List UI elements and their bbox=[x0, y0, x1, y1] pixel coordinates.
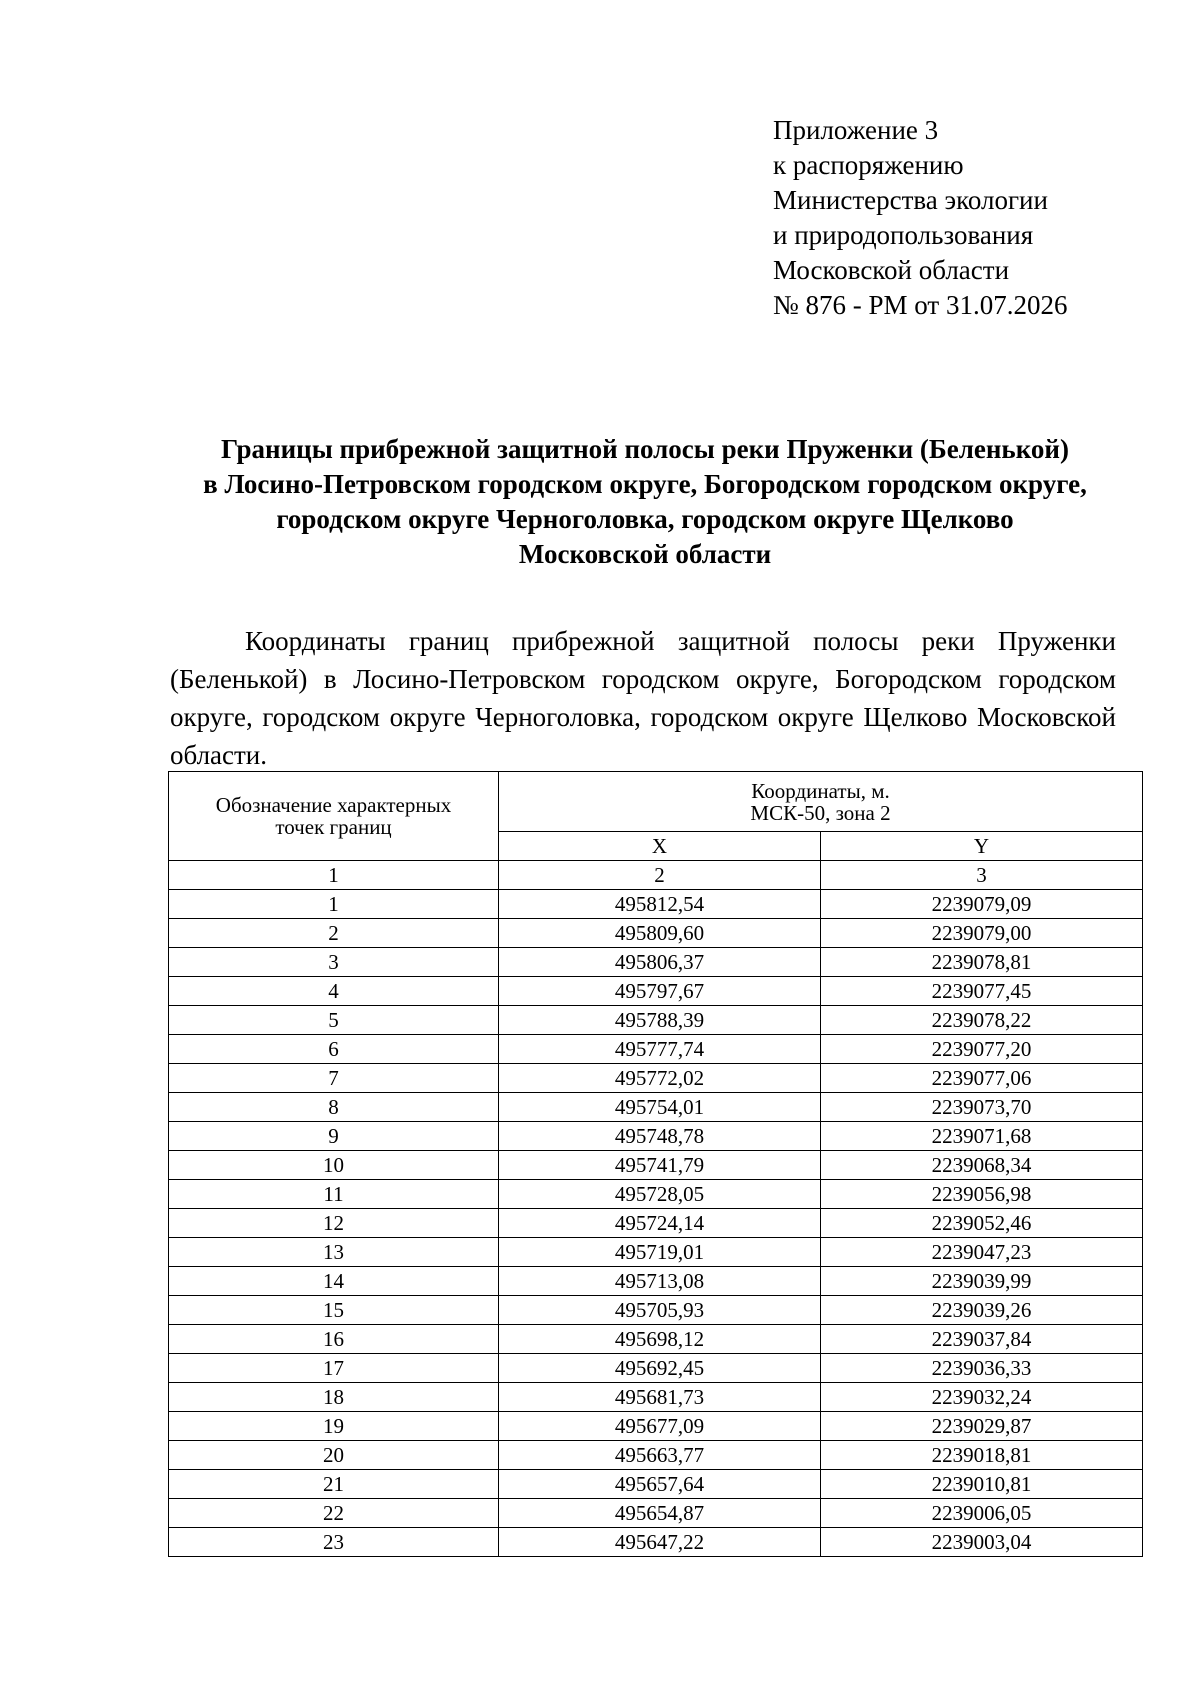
table-row bbox=[169, 1180, 1143, 1209]
table-row bbox=[169, 1354, 1143, 1383]
x-coordinate-cell: 495705,93 bbox=[499, 1296, 821, 1325]
appendix-line: № 876 - РМ от 31.07.2026 bbox=[773, 290, 1068, 320]
table-row bbox=[169, 1412, 1143, 1441]
table-row bbox=[169, 1006, 1143, 1035]
x-coordinate-cell: 495748,78 bbox=[499, 1122, 821, 1151]
y-coordinate-cell: 2239036,33 bbox=[821, 1354, 1143, 1383]
y-coordinate-cell: 2239077,45 bbox=[821, 977, 1143, 1006]
point-number-cell: 23 bbox=[169, 1528, 499, 1557]
header-y: Y bbox=[821, 832, 1143, 861]
document-title bbox=[170, 432, 1120, 572]
table-row bbox=[169, 1470, 1143, 1499]
point-number-cell: 3 bbox=[169, 948, 499, 977]
point-number-cell: 21 bbox=[169, 1470, 499, 1499]
x-coordinate-cell: 495657,64 bbox=[499, 1470, 821, 1499]
y-coordinate-cell: 2239078,81 bbox=[821, 948, 1143, 977]
point-number-cell: 22 bbox=[169, 1499, 499, 1528]
point-number-cell: 15 bbox=[169, 1296, 499, 1325]
appendix-line: и природопользования bbox=[773, 220, 1034, 250]
column-number: 2 bbox=[499, 861, 821, 890]
column-number-row bbox=[169, 861, 1143, 890]
point-number-cell: 18 bbox=[169, 1383, 499, 1412]
title-line: Московской области bbox=[518, 539, 772, 569]
table-row bbox=[169, 1325, 1143, 1354]
x-coordinate-cell: 495647,22 bbox=[499, 1528, 821, 1557]
table-row bbox=[169, 1441, 1143, 1470]
y-coordinate-cell: 2239006,05 bbox=[821, 1499, 1143, 1528]
appendix-line: Министерства экологии bbox=[773, 185, 1048, 215]
appendix-line: Московской области bbox=[773, 255, 1010, 285]
x-coordinate-cell: 495809,60 bbox=[499, 919, 821, 948]
table-row bbox=[169, 1528, 1143, 1557]
header-coords-line: МСК-50, зона 2 bbox=[750, 800, 891, 825]
x-coordinate-cell: 495788,39 bbox=[499, 1006, 821, 1035]
x-coordinate-cell: 495663,77 bbox=[499, 1441, 821, 1470]
x-coordinate-cell: 495692,45 bbox=[499, 1354, 821, 1383]
x-coordinate-cell: 495797,67 bbox=[499, 977, 821, 1006]
y-coordinate-cell: 2239003,04 bbox=[821, 1528, 1143, 1557]
point-number-cell: 12 bbox=[169, 1209, 499, 1238]
x-coordinate-cell: 495654,87 bbox=[499, 1499, 821, 1528]
point-number-cell: 7 bbox=[169, 1064, 499, 1093]
y-coordinate-cell: 2239078,22 bbox=[821, 1006, 1143, 1035]
intro-paragraph: Координаты границ прибрежной защитной полосы реки Пруженки (Беленькой) в Лосино-Петровском городском округе, Богородском городском округе, городском округе Черноголовка, городском округе Щелково Московской области. bbox=[170, 626, 1116, 770]
y-coordinate-cell: 2239039,99 bbox=[821, 1267, 1143, 1296]
y-coordinate-cell: 2239071,68 bbox=[821, 1122, 1143, 1151]
table-row bbox=[169, 1383, 1143, 1412]
table-row bbox=[169, 919, 1143, 948]
y-coordinate-cell: 2239077,06 bbox=[821, 1064, 1143, 1093]
point-number-cell: 5 bbox=[169, 1006, 499, 1035]
y-coordinate-cell: 2239068,34 bbox=[821, 1151, 1143, 1180]
appendix-line: к распоряжению bbox=[773, 150, 964, 180]
table-row bbox=[169, 1035, 1143, 1064]
x-coordinate-cell: 495713,08 bbox=[499, 1267, 821, 1296]
point-number-cell: 10 bbox=[169, 1151, 499, 1180]
point-number-cell: 8 bbox=[169, 1093, 499, 1122]
x-coordinate-cell: 495741,79 bbox=[499, 1151, 821, 1180]
y-coordinate-cell: 2239032,24 bbox=[821, 1383, 1143, 1412]
y-coordinate-cell: 2239010,81 bbox=[821, 1470, 1143, 1499]
x-coordinate-cell: 495777,74 bbox=[499, 1035, 821, 1064]
x-coordinate-cell: 495812,54 bbox=[499, 890, 821, 919]
appendix-line: Приложение 3 bbox=[773, 115, 939, 145]
x-coordinate-cell: 495724,14 bbox=[499, 1209, 821, 1238]
y-coordinate-cell: 2239018,81 bbox=[821, 1441, 1143, 1470]
point-number-cell: 6 bbox=[169, 1035, 499, 1064]
y-coordinate-cell: 2239037,84 bbox=[821, 1325, 1143, 1354]
y-coordinate-cell: 2239056,98 bbox=[821, 1180, 1143, 1209]
table-header-row bbox=[169, 772, 1143, 832]
point-number-cell: 19 bbox=[169, 1412, 499, 1441]
table-row bbox=[169, 1209, 1143, 1238]
table-row bbox=[169, 1151, 1143, 1180]
table-row bbox=[169, 890, 1143, 919]
x-coordinate-cell: 495677,09 bbox=[499, 1412, 821, 1441]
point-number-cell: 13 bbox=[169, 1238, 499, 1267]
point-number-cell: 17 bbox=[169, 1354, 499, 1383]
point-number-cell: 9 bbox=[169, 1122, 499, 1151]
x-coordinate-cell: 495728,05 bbox=[499, 1180, 821, 1209]
x-coordinate-cell: 495698,12 bbox=[499, 1325, 821, 1354]
x-coordinate-cell: 495681,73 bbox=[499, 1383, 821, 1412]
title-line: городском округе Черноголовка, городском округе Щелково bbox=[276, 504, 1014, 534]
point-number-cell: 11 bbox=[169, 1180, 499, 1209]
y-coordinate-cell: 2239073,70 bbox=[821, 1093, 1143, 1122]
table-row bbox=[169, 948, 1143, 977]
column-number: 3 bbox=[821, 861, 1143, 890]
y-coordinate-cell: 2239047,23 bbox=[821, 1238, 1143, 1267]
y-coordinate-cell: 2239079,00 bbox=[821, 919, 1143, 948]
header-coordinates bbox=[499, 772, 1143, 832]
x-coordinate-cell: 495806,37 bbox=[499, 948, 821, 977]
y-coordinate-cell: 2239039,26 bbox=[821, 1296, 1143, 1325]
table-row bbox=[169, 1499, 1143, 1528]
header-x: X bbox=[499, 832, 821, 861]
y-coordinate-cell: 2239079,09 bbox=[821, 890, 1143, 919]
x-coordinate-cell: 495719,01 bbox=[499, 1238, 821, 1267]
title-line: Границы прибрежной защитной полосы реки Пруженки (Беленькой) bbox=[221, 434, 1069, 464]
point-number-cell: 20 bbox=[169, 1441, 499, 1470]
appendix-block bbox=[773, 113, 1067, 323]
point-number-cell: 14 bbox=[169, 1267, 499, 1296]
table-row bbox=[169, 1064, 1143, 1093]
header-point-line: точек границ bbox=[275, 815, 392, 839]
y-coordinate-cell: 2239052,46 bbox=[821, 1209, 1143, 1238]
coordinates-table bbox=[168, 771, 1143, 1557]
table-row bbox=[169, 1122, 1143, 1151]
table-row bbox=[169, 1238, 1143, 1267]
header-point-designation bbox=[169, 772, 499, 861]
table-row bbox=[169, 1296, 1143, 1325]
header-coords-line: Координаты, м. bbox=[751, 778, 890, 803]
table-row bbox=[169, 1093, 1143, 1122]
point-number-cell: 1 bbox=[169, 890, 499, 919]
y-coordinate-cell: 2239029,87 bbox=[821, 1412, 1143, 1441]
point-number-cell: 16 bbox=[169, 1325, 499, 1354]
header-point-line: Обозначение характерных bbox=[215, 793, 452, 817]
table-row bbox=[169, 977, 1143, 1006]
x-coordinate-cell: 495772,02 bbox=[499, 1064, 821, 1093]
title-line: в Лосино-Петровском городском округе, Богородском городском округе, bbox=[203, 469, 1087, 499]
table-row bbox=[169, 1267, 1143, 1296]
column-number: 1 bbox=[169, 861, 499, 890]
x-coordinate-cell: 495754,01 bbox=[499, 1093, 821, 1122]
point-number-cell: 2 bbox=[169, 919, 499, 948]
point-number-cell: 4 bbox=[169, 977, 499, 1006]
y-coordinate-cell: 2239077,20 bbox=[821, 1035, 1143, 1064]
